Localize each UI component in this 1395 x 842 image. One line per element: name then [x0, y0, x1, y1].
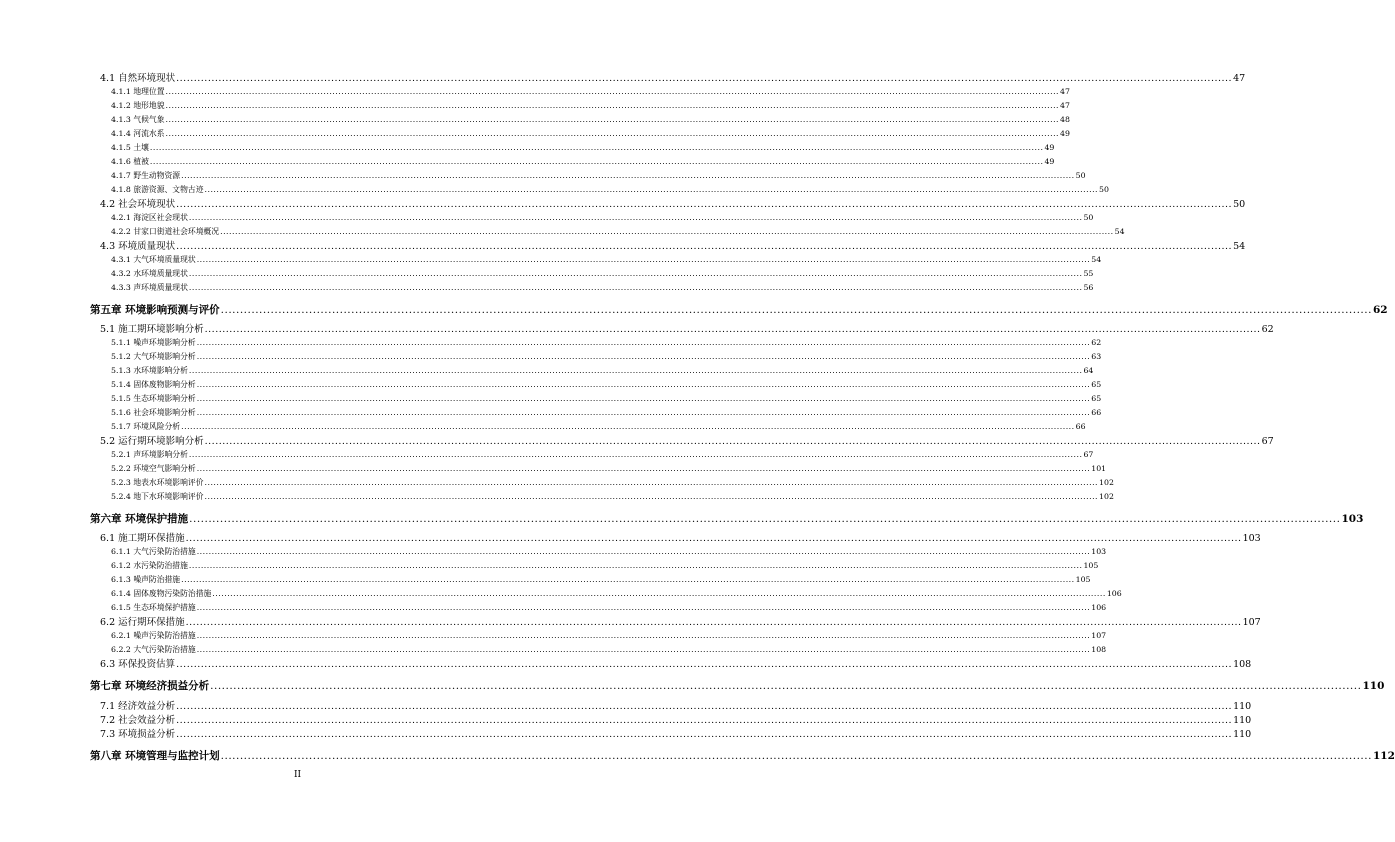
dot-leader: ............................................................................................................................................................................................................................................................................................................	[181, 422, 1075, 431]
toc-entry-title: 4.3 环境质量现状	[100, 241, 176, 252]
dot-leader: ............................................................................................................................................................................................................................................................................................................	[220, 304, 1372, 316]
toc-entry-page: 50	[1233, 199, 1246, 210]
dot-leader: ............................................................................................................................................................................................................................................................................................................	[210, 680, 1362, 692]
toc-entry[interactable]	[111, 408, 1102, 417]
toc-entry[interactable]	[111, 603, 1107, 612]
toc-entry[interactable]	[111, 561, 1099, 570]
dot-leader: ............................................................................................................................................................................................................................................................................................................	[185, 533, 1242, 544]
toc-entry[interactable]	[111, 380, 1102, 389]
toc-entry-title: 4.1.8 旅游资源、文物古迹	[111, 185, 204, 194]
toc-entry-title: 4.1.2 地形地貌	[111, 101, 165, 110]
toc-entry-title: 7.1 经济效益分析	[100, 701, 176, 712]
toc-entry-title: 5.1.4 固体废物影响分析	[111, 380, 196, 389]
dot-leader: ............................................................................................................................................................................................................................................................................................................	[149, 143, 1044, 152]
dot-leader: ............................................................................................................................................................................................................................................................................................................	[220, 750, 1372, 762]
toc-entry[interactable]	[111, 283, 1094, 292]
toc-entry[interactable]	[111, 492, 1114, 501]
toc-entry[interactable]	[111, 478, 1114, 487]
dot-leader: ............................................................................................................................................................................................................................................................................................................	[196, 380, 1091, 389]
toc-entry-title: 4.3.3 声环境质量现状	[111, 283, 188, 292]
dot-leader: ............................................................................................................................................................................................................................................................................................................	[176, 729, 1233, 740]
toc-entry[interactable]	[111, 352, 1102, 361]
toc-entry-page: 103	[1242, 533, 1261, 544]
dot-leader: ............................................................................................................................................................................................................................................................................................................	[196, 645, 1091, 654]
toc-entry-title: 5.1.1 噪声环境影响分析	[111, 338, 196, 347]
toc-entry-page: 102	[1099, 492, 1114, 501]
dot-leader: ............................................................................................................................................................................................................................................................................................................	[188, 561, 1083, 570]
dot-leader: ............................................................................................................................................................................................................................................................................................................	[176, 73, 1233, 84]
toc-entry[interactable]	[111, 338, 1102, 347]
toc-entry-title: 4.2.2 甘家口街道社会环境概况	[111, 227, 220, 236]
dot-leader: ............................................................................................................................................................................................................................................................................................................	[181, 171, 1075, 180]
toc-entry-page: 67	[1083, 450, 1094, 459]
toc-entry-page: 107	[1242, 617, 1261, 628]
dot-leader: ............................................................................................................................................................................................................................................................................................................	[189, 513, 1341, 525]
toc-entry-page: 67	[1261, 436, 1274, 447]
toc-entry-page: 49	[1060, 129, 1070, 138]
toc-entry[interactable]	[100, 199, 1246, 210]
toc-entry[interactable]	[111, 129, 1070, 138]
toc-entry[interactable]	[111, 575, 1091, 584]
toc-entry-title: 5.1.6 社会环境影响分析	[111, 408, 196, 417]
toc-entry-title: 6.1.1 大气污染防治措施	[111, 547, 196, 556]
toc-entry[interactable]	[111, 631, 1107, 640]
dot-leader: ............................................................................................................................................................................................................................................................................................................	[204, 185, 1099, 194]
toc-entry[interactable]	[100, 701, 1252, 712]
toc-entry[interactable]	[111, 547, 1107, 556]
toc-entry-page: 62	[1372, 304, 1388, 316]
toc-entry-title: 4.3.1 大气环境质量现状	[111, 255, 196, 264]
toc-entry-page: 110	[1233, 729, 1252, 740]
toc-entry-title: 6.1.4 固体废物污染防治措施	[111, 589, 212, 598]
toc-entry[interactable]	[111, 269, 1094, 278]
dot-leader: ............................................................................................................................................................................................................................................................................................................	[196, 631, 1091, 640]
toc-entry-title: 4.1.6 植被	[111, 157, 149, 166]
dot-leader: ............................................................................................................................................................................................................................................................................................................	[212, 589, 1106, 598]
toc-entry-page: 50	[1083, 213, 1094, 222]
toc-entry-title: 5.1.2 大气环境影响分析	[111, 352, 196, 361]
toc-entry-title: 6.2 运行期环保措施	[100, 617, 185, 628]
dot-leader: ............................................................................................................................................................................................................................................................................................................	[196, 547, 1091, 556]
dot-leader: ............................................................................................................................................................................................................................................................................................................	[196, 408, 1091, 417]
dot-leader: ............................................................................................................................................................................................................................................................................................................	[188, 366, 1083, 375]
dot-leader: ............................................................................................................................................................................................................................................................................................................	[149, 157, 1044, 166]
dot-leader: ............................................................................................................................................................................................................................................................................................................	[196, 394, 1091, 403]
dot-leader: ............................................................................................................................................................................................................................................................................................................	[176, 659, 1233, 670]
dot-leader: ............................................................................................................................................................................................................................................................................................................	[165, 87, 1060, 96]
dot-leader: ............................................................................................................................................................................................................................................................................................................	[220, 227, 1114, 236]
toc-entry[interactable]	[111, 255, 1102, 264]
toc-entry[interactable]	[100, 73, 1246, 84]
toc-entry-title: 6.1 施工期环保措施	[100, 533, 185, 544]
toc-entry-title: 5.2.1 声环境影响分析	[111, 450, 188, 459]
toc-entry-page: 103	[1341, 513, 1364, 525]
toc-entry-page: 47	[1060, 101, 1070, 110]
toc-entry[interactable]	[100, 533, 1261, 544]
toc-entry-page: 50	[1099, 185, 1109, 194]
toc-entry-page: 49	[1044, 157, 1055, 166]
toc-entry-page: 65	[1091, 380, 1102, 389]
dot-leader: ............................................................................................................................................................................................................................................................................................................	[188, 269, 1083, 278]
toc-entry[interactable]	[111, 366, 1094, 375]
dot-leader: ............................................................................................................................................................................................................................................................................................................	[185, 617, 1242, 628]
toc-entry-title: 4.2.1 海淀区社会现状	[111, 213, 188, 222]
toc-entry-page: 63	[1091, 352, 1102, 361]
toc-entry-title: 第六章 环境保护措施	[90, 513, 189, 525]
toc-entry-page: 66	[1091, 408, 1102, 417]
toc-entry-page: 102	[1099, 478, 1114, 487]
toc-entry[interactable]	[111, 645, 1107, 654]
toc-entry-page: 110	[1233, 701, 1252, 712]
toc-entry-page: 112	[1372, 750, 1395, 762]
toc-entry-title: 5.1.7 环境风险分析	[111, 422, 181, 431]
dot-leader: ............................................................................................................................................................................................................................................................................................................	[196, 352, 1091, 361]
toc-entry-page: 54	[1233, 241, 1246, 252]
dot-leader: ............................................................................................................................................................................................................................................................................................................	[204, 492, 1099, 501]
toc-entry[interactable]	[111, 87, 1070, 96]
toc-chapter-entry[interactable]	[90, 513, 1364, 525]
toc-entry-title: 5.1.5 生态环境影响分析	[111, 394, 196, 403]
dot-leader: ............................................................................................................................................................................................................................................................................................................	[188, 283, 1083, 292]
toc-chapter-entry[interactable]	[90, 304, 1388, 316]
toc-entry[interactable]	[111, 589, 1122, 598]
toc-entry-title: 6.3 环保投资估算	[100, 659, 176, 670]
toc-entry-page: 105	[1075, 575, 1091, 584]
toc-entry-title: 4.1.3 气候气象	[111, 115, 165, 124]
toc-entry-title: 5.1.3 水环境影响分析	[111, 366, 188, 375]
toc-entry-page: 64	[1083, 366, 1094, 375]
page-number: II	[293, 770, 302, 780]
toc-entry-title: 5.2.2 环境空气影响分析	[111, 464, 196, 473]
toc-entry-page: 106	[1106, 589, 1122, 598]
dot-leader: ............................................................................................................................................................................................................................................................................................................	[188, 450, 1083, 459]
toc-entry-title: 5.1 施工期环境影响分析	[100, 324, 204, 335]
toc-entry[interactable]	[111, 171, 1086, 180]
toc-entry-title: 6.2.1 噪声污染防治措施	[111, 631, 196, 640]
toc-entry[interactable]	[111, 115, 1070, 124]
toc-entry-title: 5.2.4 地下水环境影响评价	[111, 492, 204, 501]
toc-entry-title: 4.3.2 水环境质量现状	[111, 269, 188, 278]
toc-entry-title: 4.2 社会环境现状	[100, 199, 176, 210]
toc-entry-page: 101	[1091, 464, 1107, 473]
toc-entry-page: 54	[1114, 227, 1125, 236]
toc-entry-page: 66	[1075, 422, 1086, 431]
toc-entry-page: 55	[1083, 269, 1094, 278]
toc-entry-title: 7.3 环境损益分析	[100, 729, 176, 740]
toc-entry[interactable]	[100, 617, 1261, 628]
dot-leader: ............................................................................................................................................................................................................................................................................................................	[196, 464, 1091, 473]
toc-entry-title: 6.1.5 生态环境保护措施	[111, 603, 196, 612]
dot-leader: ............................................................................................................................................................................................................................................................................................................	[176, 241, 1233, 252]
dot-leader: ............................................................................................................................................................................................................................................................................................................	[196, 603, 1091, 612]
toc-entry[interactable]	[111, 394, 1102, 403]
dot-leader: ............................................................................................................................................................................................................................................................................................................	[165, 129, 1060, 138]
dot-leader: ............................................................................................................................................................................................................................................................................................................	[181, 575, 1075, 584]
toc-entry-title: 6.1.2 水污染防治措施	[111, 561, 188, 570]
toc-entry[interactable]	[100, 324, 1274, 335]
dot-leader: ............................................................................................................................................................................................................................................................................................................	[188, 213, 1083, 222]
dot-leader: ............................................................................................................................................................................................................................................................................................................	[204, 478, 1099, 487]
dot-leader: ............................................................................................................................................................................................................................................................................................................	[176, 701, 1233, 712]
toc-entry-title: 4.1.1 地理位置	[111, 87, 165, 96]
toc-entry-title: 第八章 环境管理与监控计划	[90, 750, 220, 762]
toc-entry[interactable]	[111, 227, 1125, 236]
toc-entry-page: 47	[1233, 73, 1246, 84]
toc-entry-page: 108	[1091, 645, 1107, 654]
toc-entry[interactable]	[111, 101, 1070, 110]
toc-entry[interactable]	[111, 185, 1109, 194]
toc-entry-page: 54	[1091, 255, 1102, 264]
toc-entry-page: 62	[1261, 324, 1274, 335]
toc-entry-page: 106	[1091, 603, 1107, 612]
toc-entry-page: 56	[1083, 283, 1094, 292]
toc-entry-page: 110	[1362, 680, 1385, 692]
dot-leader: ............................................................................................................................................................................................................................................................................................................	[165, 115, 1060, 124]
toc-entry[interactable]	[111, 450, 1094, 459]
toc-entry-page: 108	[1233, 659, 1252, 670]
dot-leader: ............................................................................................................................................................................................................................................................................................................	[176, 199, 1233, 210]
toc-entry-title: 第七章 环境经济损益分析	[90, 680, 210, 692]
toc-entry-page: 48	[1060, 115, 1070, 124]
dot-leader: ............................................................................................................................................................................................................................................................................................................	[196, 338, 1091, 347]
toc-entry[interactable]	[100, 436, 1274, 447]
dot-leader: ............................................................................................................................................................................................................................................................................................................	[204, 436, 1261, 447]
toc-entry[interactable]	[111, 213, 1094, 222]
toc-chapter-entry[interactable]	[90, 680, 1385, 692]
toc-entry-title: 5.2.3 地表水环境影响评价	[111, 478, 204, 487]
toc-entry-page: 62	[1091, 338, 1102, 347]
toc-entry[interactable]	[100, 729, 1252, 740]
toc-entry-title: 4.1 自然环境现状	[100, 73, 176, 84]
toc-entry-page: 110	[1233, 715, 1252, 726]
toc-entry[interactable]	[111, 422, 1086, 431]
toc-entry-page: 107	[1091, 631, 1107, 640]
toc-chapter-entry[interactable]	[90, 750, 1395, 762]
toc-entry-title: 7.2 社会效益分析	[100, 715, 176, 726]
toc-entry-page: 105	[1083, 561, 1099, 570]
toc-entry[interactable]	[111, 157, 1055, 166]
dot-leader: ............................................................................................................................................................................................................................................................................................................	[196, 255, 1091, 264]
toc-entry-page: 65	[1091, 394, 1102, 403]
toc-entry-page: 50	[1075, 171, 1086, 180]
toc-entry[interactable]	[111, 143, 1055, 152]
toc-entry[interactable]	[111, 464, 1107, 473]
toc-entry-title: 第五章 环境影响预测与评价	[90, 304, 220, 316]
toc-entry-page: 49	[1044, 143, 1055, 152]
toc-entry-page: 47	[1060, 87, 1070, 96]
toc-entry[interactable]	[100, 715, 1252, 726]
toc-entry-title: 4.1.7 野生动物资源	[111, 171, 181, 180]
toc-entry-page: 103	[1091, 547, 1107, 556]
toc-entry-title: 5.2 运行期环境影响分析	[100, 436, 204, 447]
dot-leader: ............................................................................................................................................................................................................................................................................................................	[204, 324, 1261, 335]
toc-entry[interactable]	[100, 659, 1252, 670]
toc-entry[interactable]	[100, 241, 1246, 252]
toc-entry-title: 6.1.3 噪声防治措施	[111, 575, 181, 584]
toc-entry-title: 4.1.5 土壤	[111, 143, 149, 152]
toc-entry-title: 6.2.2 大气污染防治措施	[111, 645, 196, 654]
dot-leader: ............................................................................................................................................................................................................................................................................................................	[165, 101, 1060, 110]
dot-leader: ............................................................................................................................................................................................................................................................................................................	[176, 715, 1233, 726]
toc-entry-title: 4.1.4 河流水系	[111, 129, 165, 138]
